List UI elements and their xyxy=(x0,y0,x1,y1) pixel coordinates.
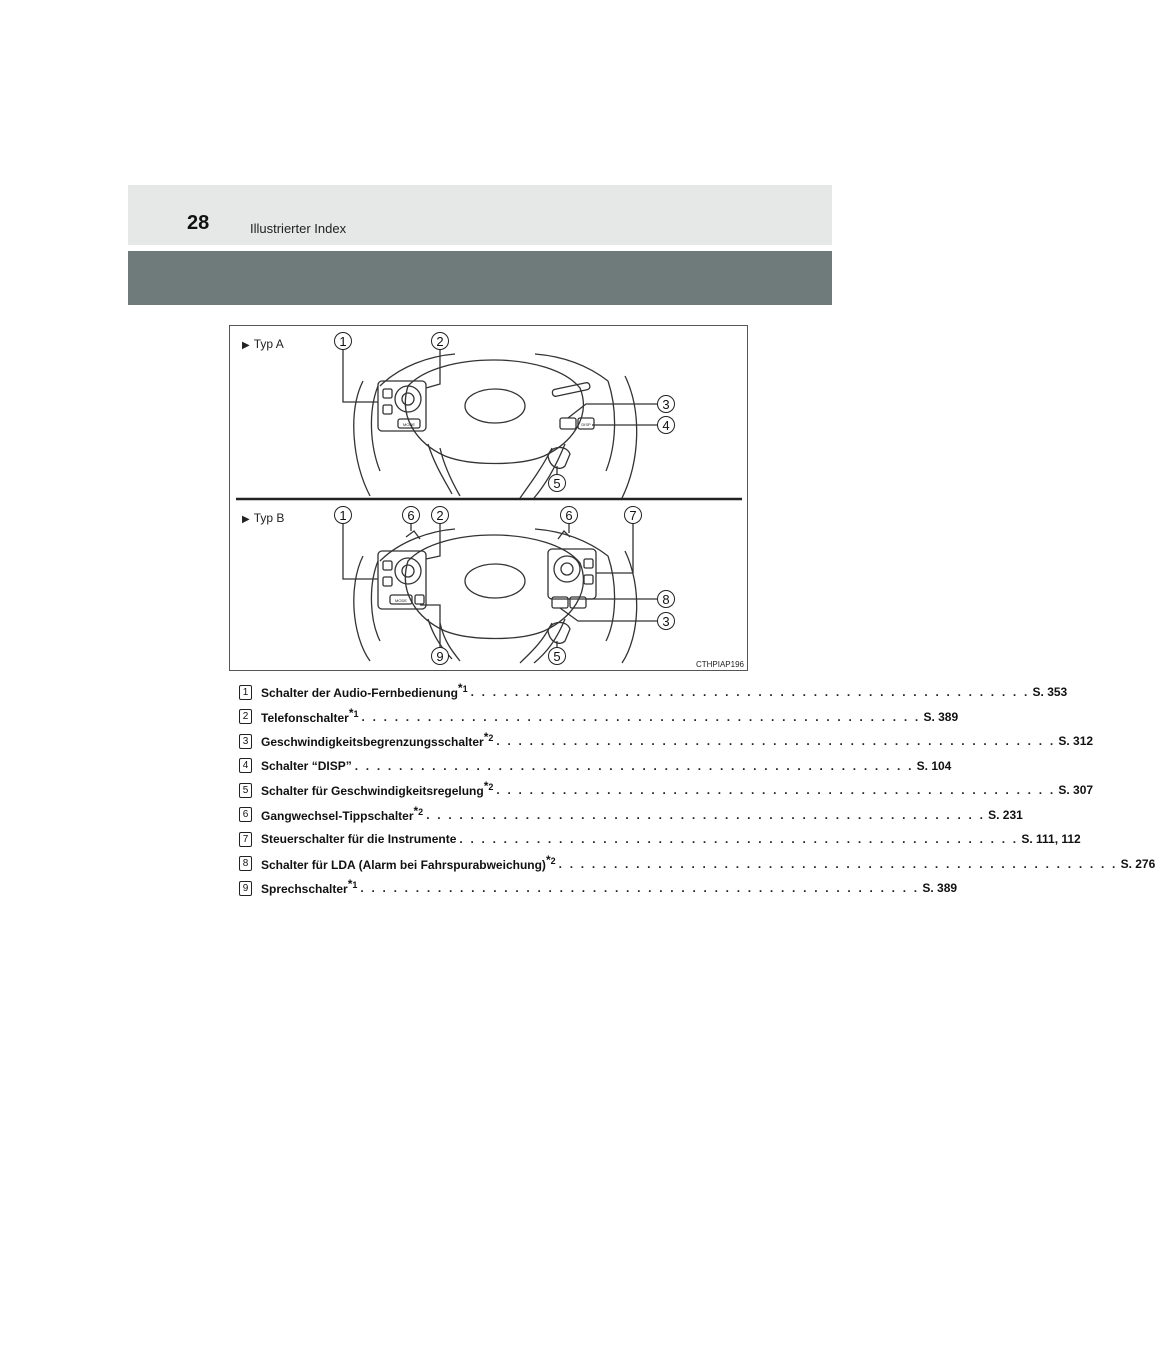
callout-a-1 xyxy=(335,333,352,350)
entry-label: Schalter für LDA (Alarm bei Fahrspurabweichung) xyxy=(261,857,546,872)
callout-b-7 xyxy=(625,507,642,524)
triangle-right-icon: ▶ xyxy=(242,514,250,525)
entry-label: Steuerschalter für die Instrumente xyxy=(261,832,457,847)
leader-dots: . . . . . . . . . . . . . . . . . . . . . . . . . . . . . . . . . . . . . . . . . . . . . . . . . . . xyxy=(496,783,1056,798)
page-number: 28 xyxy=(187,212,210,234)
svg-text:8: 8 xyxy=(662,592,670,607)
entry-number-badge: 3 xyxy=(239,734,252,749)
svg-text:9: 9 xyxy=(436,649,444,664)
entry-number-badge: 2 xyxy=(239,709,252,724)
leader-dots: . . . . . . . . . . . . . . . . . . . . . . . . . . . . . . . . . . . . . . . . . . . . . . . . . . . xyxy=(496,734,1056,749)
callout-a-3 xyxy=(658,396,675,413)
index-entry: 3 Geschwindigkeitsbegrenzungsschalter*$^2$ . . . . . . . . . . . . . . . . . . . . . . . . . . . . . . . . . . . . . . . . . . . . . . . . . . . S. 312 xyxy=(239,729,724,754)
disp-button-text: DISP xyxy=(581,422,591,427)
index-entry: 9 Sprechschalter*$^1$ . . . . . . . . . . . . . . . . . . . . . . . . . . . . . . . . . . . . . . . . . . . . . . . . . . . S. 389 xyxy=(239,876,724,901)
svg-text:3: 3 xyxy=(662,397,670,412)
mode-button-text-a: MODE xyxy=(403,422,415,427)
index-list xyxy=(239,680,1155,901)
callout-b-6-left xyxy=(403,507,420,524)
callout-a-2 xyxy=(432,333,449,350)
entry-number-badge: 6 xyxy=(239,807,252,822)
leader-dots: . . . . . . . . . . . . . . . . . . . . . . . . . . . . . . . . . . . . . . . . . . . . . . . . . . . xyxy=(354,758,914,773)
entry-number-badge: 4 xyxy=(239,758,252,773)
callout-a-4 xyxy=(658,417,675,434)
entry-page-ref: S. 353 xyxy=(1032,685,1068,700)
callout-b-8 xyxy=(658,591,675,608)
entry-label: Schalter für Geschwindigkeitsregelung xyxy=(261,784,484,799)
header-bar xyxy=(128,185,832,245)
section-title: Illustrierter Index xyxy=(250,221,347,236)
entry-page-ref: S. 111, 112 xyxy=(1021,832,1081,847)
callout-b-5 xyxy=(549,648,566,665)
type-b-label: ▶ Typ B xyxy=(242,511,285,525)
leader-dots: . . . . . . . . . . . . . . . . . . . . . . . . . . . . . . . . . . . . . . . . . . . . . . . . . . . xyxy=(426,807,986,822)
entry-page-ref: S. 307 xyxy=(1058,783,1094,798)
svg-text:6: 6 xyxy=(565,508,573,523)
entry-label: Telefonschalter xyxy=(261,710,349,725)
svg-text:7: 7 xyxy=(629,508,637,523)
type-a-label: ▶ Typ A xyxy=(242,337,284,351)
svg-text:6: 6 xyxy=(407,508,415,523)
steering-switch-figure xyxy=(229,325,748,671)
entry-label: Schalter “DISP” xyxy=(261,758,352,773)
entry-label: Sprechschalter xyxy=(261,882,348,897)
svg-text:3: 3 xyxy=(662,614,670,629)
entry-label: Geschwindigkeitsbegrenzungsschalter xyxy=(261,735,484,750)
entry-label: Schalter der Audio-Fernbedienung xyxy=(261,686,458,701)
callout-b-3 xyxy=(658,613,675,630)
index-entry: 2 Telefonschalter*$^1$ . . . . . . . . . . . . . . . . . . . . . . . . . . . . . . . . . . . . . . . . . . . . . . . . . . . S. 389 xyxy=(239,705,724,730)
svg-text:5: 5 xyxy=(553,649,561,664)
entry-number-badge: 1 xyxy=(239,685,252,700)
svg-text:1: 1 xyxy=(339,508,347,523)
mode-button-text-b: MODE xyxy=(395,598,407,603)
callout-b-9 xyxy=(432,648,449,665)
svg-text:5: 5 xyxy=(553,476,561,491)
leader-dots: . . . . . . . . . . . . . . . . . . . . . . . . . . . . . . . . . . . . . . . . . . . . . . . . . . . xyxy=(360,881,920,896)
entry-number-badge: 8 xyxy=(239,856,252,871)
index-entry: 5 Schalter für Geschwindigkeitsregelung*$^2$ . . . . . . . . . . . . . . . . . . . . . . . . . . . . . . . . . . . . . . . . . . . . . . . . . . . S. 307 xyxy=(239,778,724,803)
leader-dots: . . . . . . . . . . . . . . . . . . . . . . . . . . . . . . . . . . . . . . . . . . . . . . . . . . . xyxy=(470,685,1030,700)
entry-number-badge: 7 xyxy=(239,832,252,847)
entry-page-ref: S. 276 xyxy=(1120,856,1155,871)
svg-text:2: 2 xyxy=(436,508,444,523)
title-band xyxy=(128,251,832,305)
steering-wheel-illustration xyxy=(230,326,747,670)
callout-b-1 xyxy=(335,507,352,524)
callout-a-5 xyxy=(549,475,566,492)
figure-code: CTHPIAP196 xyxy=(695,660,744,669)
index-entry xyxy=(239,827,1081,852)
svg-text:4: 4 xyxy=(662,418,670,433)
leader-dots: . . . . . . . . . . . . . . . . . . . . . . . . . . . . . . . . . . . . . . . . . . . . . . . . . . . xyxy=(361,709,921,724)
triangle-right-icon: ▶ xyxy=(242,340,250,351)
callout-b-6-right xyxy=(561,507,578,524)
entry-page-ref: S. 389 xyxy=(922,881,958,896)
index-entry: 8 Schalter für LDA (Alarm bei Fahrspurabweichung)*$^2$ . . . . . . . . . . . . . . . . . . . . . . . . . . . . . . . . . . . . . . . . . . . . . . . . . . . S. 276 xyxy=(239,852,724,877)
entry-page-ref: S. 104 xyxy=(916,758,952,773)
entry-page-ref: S. 231 xyxy=(988,807,1023,822)
entry-number-badge: 9 xyxy=(239,881,252,896)
svg-text:2: 2 xyxy=(436,334,444,349)
leader-dots: . . . . . . . . . . . . . . . . . . . . . . . . . . . . . . . . . . . . . . . . . . . . . . . . . . . xyxy=(558,856,1118,871)
svg-text:1: 1 xyxy=(339,334,347,349)
index-entry: 6 Gangwechsel-Tippschalter*$^2$ . . . . . . . . . . . . . . . . . . . . . . . . . . . . . . . . . . . . . . . . . . . . . . . . . . . S. 231 xyxy=(239,803,724,828)
entry-number-badge: 5 xyxy=(239,783,252,798)
index-entry xyxy=(239,754,952,779)
entry-page-ref: S. 312 xyxy=(1058,734,1094,749)
leader-dots: . . . . . . . . . . . . . . . . . . . . . . . . . . . . . . . . . . . . . . . . . . . . . . . . . . . xyxy=(459,832,1019,847)
callout-b-2 xyxy=(432,507,449,524)
entry-label: Gangwechsel-Tippschalter xyxy=(261,808,414,823)
index-entry: 1 Schalter der Audio-Fernbedienung*$^1$ . . . . . . . . . . . . . . . . . . . . . . . . . . . . . . . . . . . . . . . . . . . . . . . . . . . S. 353 xyxy=(239,680,724,705)
entry-page-ref: S. 389 xyxy=(923,709,959,724)
